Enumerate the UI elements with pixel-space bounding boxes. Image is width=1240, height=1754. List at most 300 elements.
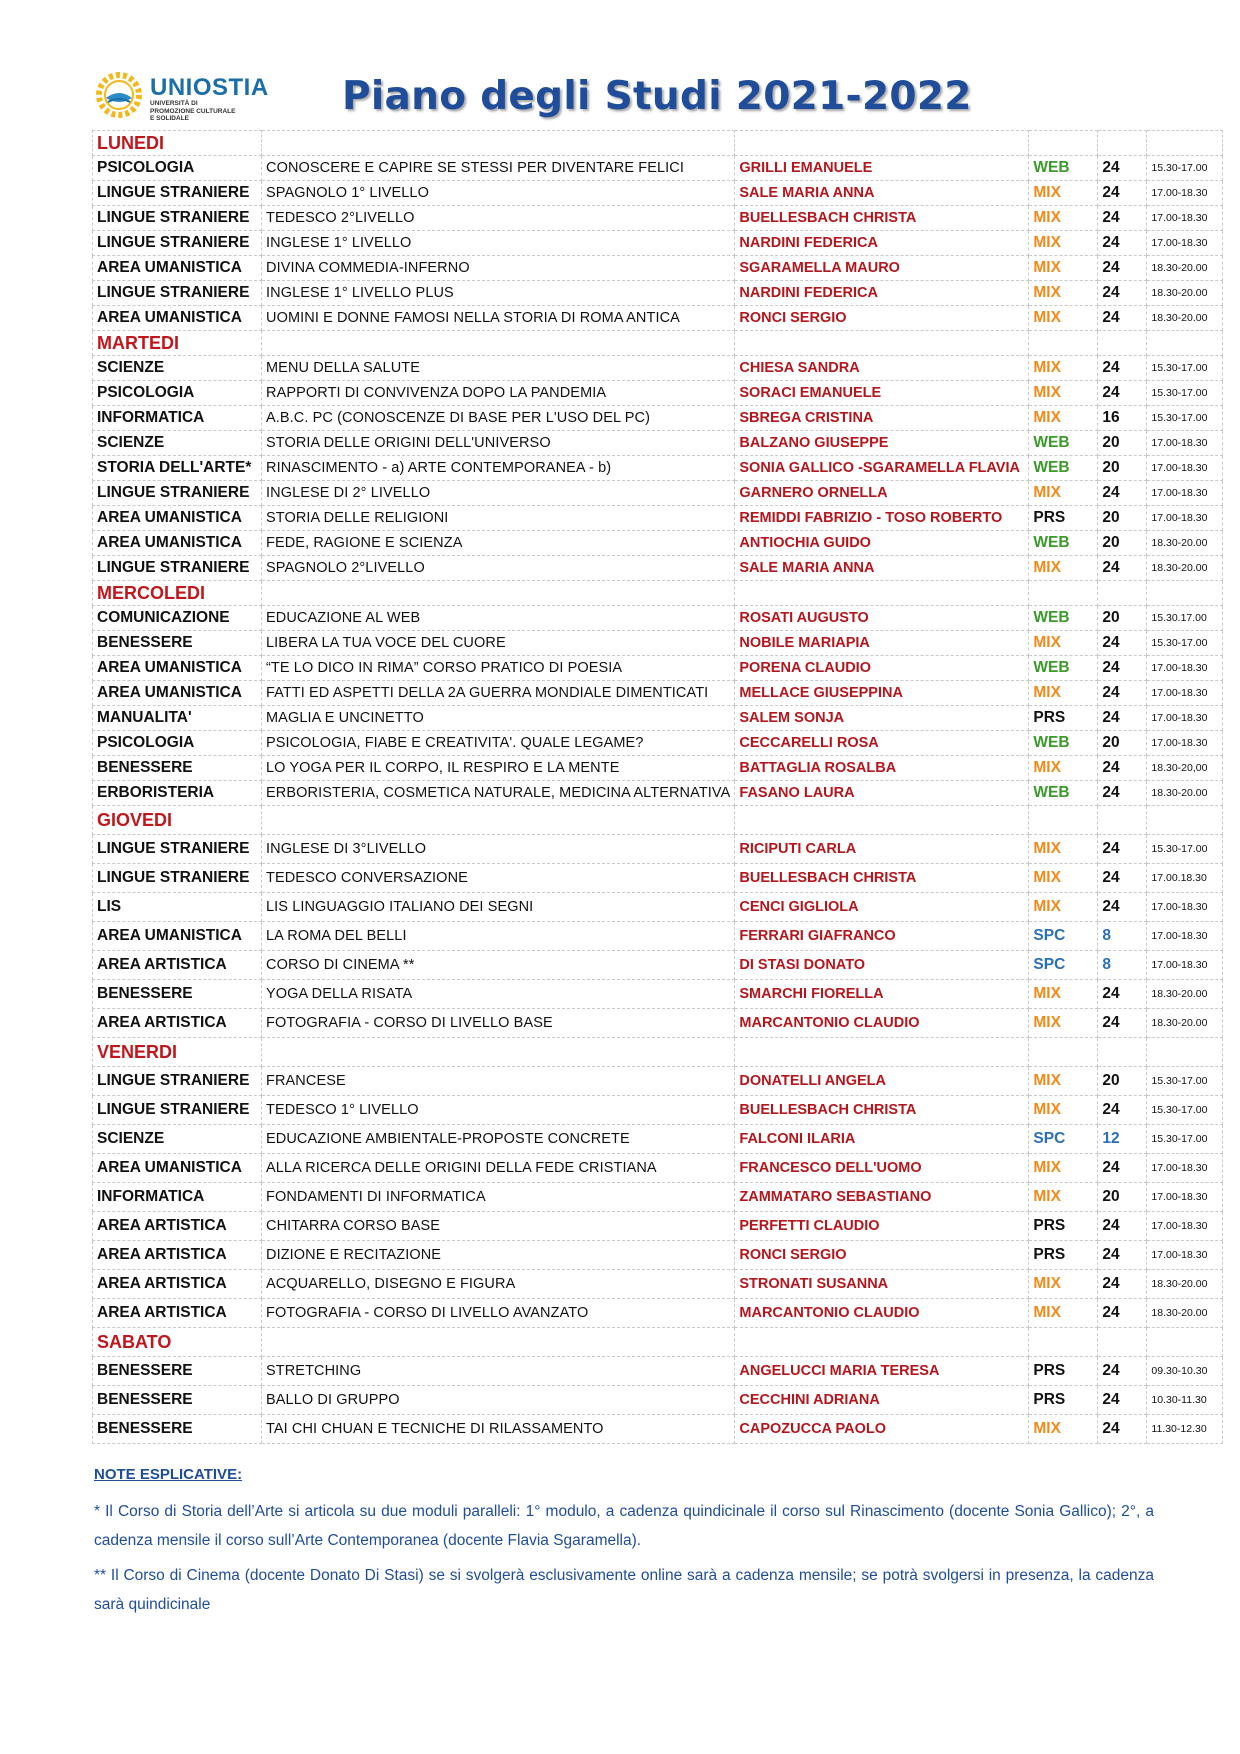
course-cell: INGLESE DI 2° LIVELLO bbox=[262, 481, 735, 506]
teacher-cell: BATTAGLIA ROSALBA bbox=[735, 756, 1029, 781]
table-row bbox=[93, 531, 1223, 556]
table-row bbox=[93, 1299, 1223, 1328]
hours-cell: 24 bbox=[1098, 1415, 1147, 1444]
hours-cell: 24 bbox=[1098, 631, 1147, 656]
hours-cell: 24 bbox=[1098, 1096, 1147, 1125]
hours-cell: 20 bbox=[1098, 506, 1147, 531]
time-cell: 15.30-17.00 bbox=[1147, 1067, 1223, 1096]
empty-cell bbox=[1098, 1328, 1147, 1357]
mode-cell: WEB bbox=[1029, 456, 1098, 481]
empty-cell bbox=[735, 581, 1029, 606]
table-row bbox=[93, 306, 1223, 331]
hours-cell: 8 bbox=[1098, 922, 1147, 951]
teacher-cell: REMIDDI FABRIZIO - TOSO ROBERTO bbox=[735, 506, 1029, 531]
course-cell: INGLESE 1° LIVELLO PLUS bbox=[262, 281, 735, 306]
course-cell: LA ROMA DEL BELLI bbox=[262, 922, 735, 951]
hours-cell: 24 bbox=[1098, 306, 1147, 331]
course-cell: FOTOGRAFIA - CORSO DI LIVELLO AVANZATO bbox=[262, 1299, 735, 1328]
course-cell: ACQUARELLO, DISEGNO E FIGURA bbox=[262, 1270, 735, 1299]
table-row bbox=[93, 381, 1223, 406]
teacher-cell: PERFETTI CLAUDIO bbox=[735, 1212, 1029, 1241]
notes-section bbox=[94, 1466, 1154, 1625]
area-cell: LINGUE STRANIERE bbox=[93, 231, 262, 256]
table-row bbox=[93, 731, 1223, 756]
teacher-cell: CAPOZUCCA PAOLO bbox=[735, 1415, 1029, 1444]
table-row bbox=[93, 1096, 1223, 1125]
hours-cell: 24 bbox=[1098, 864, 1147, 893]
area-cell: AREA UMANISTICA bbox=[93, 922, 262, 951]
time-cell: 18.30-20.00 bbox=[1147, 781, 1223, 806]
teacher-cell: MARCANTONIO CLAUDIO bbox=[735, 1009, 1029, 1038]
table-row bbox=[93, 1386, 1223, 1415]
page-title: Piano degli Studi 2021-2022 bbox=[342, 74, 972, 119]
hours-cell: 24 bbox=[1098, 156, 1147, 181]
teacher-cell: RONCI SERGIO bbox=[735, 306, 1029, 331]
teacher-cell: FASANO LAURA bbox=[735, 781, 1029, 806]
time-cell: 17.00-18.30 bbox=[1147, 706, 1223, 731]
course-cell: UOMINI E DONNE FAMOSI NELLA STORIA DI ROMA ANTICA bbox=[262, 306, 735, 331]
table-row bbox=[93, 231, 1223, 256]
time-cell: 17.00-18.30 bbox=[1147, 1183, 1223, 1212]
mode-cell: WEB bbox=[1029, 656, 1098, 681]
teacher-cell: SALE MARIA ANNA bbox=[735, 181, 1029, 206]
area-cell: AREA UMANISTICA bbox=[93, 306, 262, 331]
area-cell: BENESSERE bbox=[93, 756, 262, 781]
empty-cell bbox=[262, 131, 735, 156]
hours-cell: 20 bbox=[1098, 1183, 1147, 1212]
course-cell: MAGLIA E UNCINETTO bbox=[262, 706, 735, 731]
time-cell: 18.30-20.00 bbox=[1147, 556, 1223, 581]
hours-cell: 24 bbox=[1098, 1270, 1147, 1299]
mode-cell: WEB bbox=[1029, 156, 1098, 181]
table-row bbox=[93, 606, 1223, 631]
table-row bbox=[93, 256, 1223, 281]
mode-cell: MIX bbox=[1029, 631, 1098, 656]
course-cell: INGLESE DI 3°LIVELLO bbox=[262, 835, 735, 864]
hours-cell: 24 bbox=[1098, 1386, 1147, 1415]
teacher-cell: BUELLESBACH CHRISTA bbox=[735, 206, 1029, 231]
area-cell: BENESSERE bbox=[93, 980, 262, 1009]
time-cell: 18.30-20.00 bbox=[1147, 1299, 1223, 1328]
mode-cell: PRS bbox=[1029, 1212, 1098, 1241]
area-cell: STORIA DELL'ARTE* bbox=[93, 456, 262, 481]
mode-cell: MIX bbox=[1029, 206, 1098, 231]
area-cell: SCIENZE bbox=[93, 1125, 262, 1154]
area-cell: PSICOLOGIA bbox=[93, 731, 262, 756]
mode-cell: MIX bbox=[1029, 1415, 1098, 1444]
mode-cell: MIX bbox=[1029, 1154, 1098, 1183]
day-label: MERCOLEDI bbox=[93, 581, 262, 606]
course-cell: LIBERA LA TUA VOCE DEL CUORE bbox=[262, 631, 735, 656]
mode-cell: WEB bbox=[1029, 781, 1098, 806]
teacher-cell: SONIA GALLICO -SGARAMELLA FLAVIA bbox=[735, 456, 1029, 481]
notes-title: NOTE ESPLICATIVE: bbox=[94, 1466, 243, 1483]
hours-cell: 20 bbox=[1098, 731, 1147, 756]
teacher-cell: BALZANO GIUSEPPE bbox=[735, 431, 1029, 456]
empty-cell bbox=[1029, 131, 1098, 156]
table-row bbox=[93, 864, 1223, 893]
time-cell: 17.00-18.30 bbox=[1147, 893, 1223, 922]
time-cell: 17.00-18.30 bbox=[1147, 206, 1223, 231]
empty-cell bbox=[735, 1328, 1029, 1357]
teacher-cell: CHIESA SANDRA bbox=[735, 356, 1029, 381]
teacher-cell: PORENA CLAUDIO bbox=[735, 656, 1029, 681]
table-row bbox=[93, 756, 1223, 781]
empty-cell bbox=[735, 1038, 1029, 1067]
teacher-cell: ROSATI AUGUSTO bbox=[735, 606, 1029, 631]
mode-cell: MIX bbox=[1029, 256, 1098, 281]
teacher-cell: ANGELUCCI MARIA TERESA bbox=[735, 1357, 1029, 1386]
empty-cell bbox=[262, 581, 735, 606]
mode-cell: SPC bbox=[1029, 951, 1098, 980]
area-cell: LIS bbox=[93, 893, 262, 922]
teacher-cell: SGARAMELLA MAURO bbox=[735, 256, 1029, 281]
time-cell: 15.30-17.00 bbox=[1147, 1125, 1223, 1154]
course-cell: ERBORISTERIA, COSMETICA NATURALE, MEDICINA ALTERNATIVA bbox=[262, 781, 735, 806]
hours-cell: 20 bbox=[1098, 531, 1147, 556]
time-cell: 11.30-12.30 bbox=[1147, 1415, 1223, 1444]
empty-cell bbox=[1098, 131, 1147, 156]
area-cell: AREA UMANISTICA bbox=[93, 656, 262, 681]
area-cell: AREA ARTISTICA bbox=[93, 1299, 262, 1328]
mode-cell: PRS bbox=[1029, 506, 1098, 531]
area-cell: AREA ARTISTICA bbox=[93, 1241, 262, 1270]
empty-cell bbox=[262, 1038, 735, 1067]
area-cell: SCIENZE bbox=[93, 431, 262, 456]
area-cell: ERBORISTERIA bbox=[93, 781, 262, 806]
mode-cell: MIX bbox=[1029, 1183, 1098, 1212]
time-cell: 15.30-17.00 bbox=[1147, 631, 1223, 656]
mode-cell: MIX bbox=[1029, 681, 1098, 706]
day-header-row bbox=[93, 581, 1223, 606]
day-header-row bbox=[93, 806, 1223, 835]
empty-cell bbox=[1147, 1038, 1223, 1067]
area-cell: LINGUE STRANIERE bbox=[93, 556, 262, 581]
teacher-cell: NARDINI FEDERICA bbox=[735, 231, 1029, 256]
teacher-cell: MELLACE GIUSEPPINA bbox=[735, 681, 1029, 706]
mode-cell: MIX bbox=[1029, 756, 1098, 781]
teacher-cell: FRANCESCO DELL'UOMO bbox=[735, 1154, 1029, 1183]
teacher-cell: DONATELLI ANGELA bbox=[735, 1067, 1029, 1096]
day-header-row bbox=[93, 131, 1223, 156]
time-cell: 17.00-18.30 bbox=[1147, 456, 1223, 481]
table-row bbox=[93, 481, 1223, 506]
hours-cell: 24 bbox=[1098, 893, 1147, 922]
hours-cell: 24 bbox=[1098, 781, 1147, 806]
mode-cell: MIX bbox=[1029, 281, 1098, 306]
mode-cell: MIX bbox=[1029, 306, 1098, 331]
day-header-row bbox=[93, 331, 1223, 356]
time-cell: 09.30-10.30 bbox=[1147, 1357, 1223, 1386]
empty-cell bbox=[1147, 581, 1223, 606]
mode-cell: PRS bbox=[1029, 1386, 1098, 1415]
time-cell: 18.30-20.00 bbox=[1147, 1009, 1223, 1038]
teacher-cell: CENCI GIGLIOLA bbox=[735, 893, 1029, 922]
teacher-cell: ANTIOCHIA GUIDO bbox=[735, 531, 1029, 556]
hours-cell: 24 bbox=[1098, 1009, 1147, 1038]
course-cell: TEDESCO 2°LIVELLO bbox=[262, 206, 735, 231]
teacher-cell: BUELLESBACH CHRISTA bbox=[735, 864, 1029, 893]
course-cell: DIZIONE E RECITAZIONE bbox=[262, 1241, 735, 1270]
table-row bbox=[93, 951, 1223, 980]
course-cell: STRETCHING bbox=[262, 1357, 735, 1386]
mode-cell: MIX bbox=[1029, 556, 1098, 581]
mode-cell: MIX bbox=[1029, 1270, 1098, 1299]
mode-cell: MIX bbox=[1029, 980, 1098, 1009]
hours-cell: 24 bbox=[1098, 206, 1147, 231]
day-header-row bbox=[93, 1328, 1223, 1357]
teacher-cell: FERRARI GIAFRANCO bbox=[735, 922, 1029, 951]
course-cell: FEDE, RAGIONE E SCIENZA bbox=[262, 531, 735, 556]
empty-cell bbox=[1029, 806, 1098, 835]
mode-cell: SPC bbox=[1029, 922, 1098, 951]
table-row bbox=[93, 206, 1223, 231]
course-cell: RAPPORTI DI CONVIVENZA DOPO LA PANDEMIA bbox=[262, 381, 735, 406]
hours-cell: 24 bbox=[1098, 1357, 1147, 1386]
empty-cell bbox=[1147, 131, 1223, 156]
table-row bbox=[93, 1125, 1223, 1154]
course-cell: FONDAMENTI DI INFORMATICA bbox=[262, 1183, 735, 1212]
table-row bbox=[93, 556, 1223, 581]
area-cell: AREA ARTISTICA bbox=[93, 1009, 262, 1038]
hours-cell: 24 bbox=[1098, 756, 1147, 781]
course-cell: ALLA RICERCA DELLE ORIGINI DELLA FEDE CRISTIANA bbox=[262, 1154, 735, 1183]
area-cell: LINGUE STRANIERE bbox=[93, 481, 262, 506]
teacher-cell: FALCONI ILARIA bbox=[735, 1125, 1029, 1154]
area-cell: LINGUE STRANIERE bbox=[93, 1096, 262, 1125]
teacher-cell: RICIPUTI CARLA bbox=[735, 835, 1029, 864]
hours-cell: 24 bbox=[1098, 481, 1147, 506]
day-label: MARTEDI bbox=[93, 331, 262, 356]
table-row bbox=[93, 1357, 1223, 1386]
empty-cell bbox=[262, 806, 735, 835]
teacher-cell: BUELLESBACH CHRISTA bbox=[735, 1096, 1029, 1125]
area-cell: AREA UMANISTICA bbox=[93, 1154, 262, 1183]
hours-cell: 24 bbox=[1098, 656, 1147, 681]
empty-cell bbox=[1098, 806, 1147, 835]
area-cell: AREA ARTISTICA bbox=[93, 1212, 262, 1241]
area-cell: LINGUE STRANIERE bbox=[93, 864, 262, 893]
course-cell: SPAGNOLO 2°LIVELLO bbox=[262, 556, 735, 581]
area-cell: LINGUE STRANIERE bbox=[93, 206, 262, 231]
empty-cell bbox=[735, 131, 1029, 156]
teacher-cell: RONCI SERGIO bbox=[735, 1241, 1029, 1270]
course-cell: DIVINA COMMEDIA-INFERNO bbox=[262, 256, 735, 281]
area-cell: PSICOLOGIA bbox=[93, 156, 262, 181]
area-cell: BENESSERE bbox=[93, 631, 262, 656]
table-row bbox=[93, 1270, 1223, 1299]
course-cell: FRANCESE bbox=[262, 1067, 735, 1096]
empty-cell bbox=[1029, 331, 1098, 356]
teacher-cell: STRONATI SUSANNA bbox=[735, 1270, 1029, 1299]
area-cell: LINGUE STRANIERE bbox=[93, 835, 262, 864]
day-label: LUNEDI bbox=[93, 131, 262, 156]
area-cell: AREA UMANISTICA bbox=[93, 531, 262, 556]
empty-cell bbox=[1029, 1038, 1098, 1067]
teacher-cell: DI STASI DONATO bbox=[735, 951, 1029, 980]
course-cell: STORIA DELLE RELIGIONI bbox=[262, 506, 735, 531]
course-cell: CONOSCERE E CAPIRE SE STESSI PER DIVENTARE FELICI bbox=[262, 156, 735, 181]
area-cell: AREA UMANISTICA bbox=[93, 681, 262, 706]
empty-cell bbox=[1147, 331, 1223, 356]
time-cell: 17.00.18.30 bbox=[1147, 864, 1223, 893]
course-cell: A.B.C. PC (CONOSCENZE DI BASE PER L'USO DEL PC) bbox=[262, 406, 735, 431]
table-row bbox=[93, 1212, 1223, 1241]
table-row bbox=[93, 1009, 1223, 1038]
hours-cell: 24 bbox=[1098, 231, 1147, 256]
area-cell: COMUNICAZIONE bbox=[93, 606, 262, 631]
note-item: * Il Corso di Storia dell’Arte si articola su due moduli paralleli: 1° modulo, a cadenza quindicinale il corso sul Rinascimento (docente Sonia Gallico); 2°, a cadenza mensile il corso sull’Arte Contemporanea (docente Flavia Sgaramella). bbox=[94, 1503, 1154, 1549]
hours-cell: 24 bbox=[1098, 681, 1147, 706]
mode-cell: MIX bbox=[1029, 1067, 1098, 1096]
teacher-cell: SALE MARIA ANNA bbox=[735, 556, 1029, 581]
teacher-cell: ZAMMATARO SEBASTIANO bbox=[735, 1183, 1029, 1212]
hours-cell: 24 bbox=[1098, 980, 1147, 1009]
hours-cell: 20 bbox=[1098, 456, 1147, 481]
table-row bbox=[93, 681, 1223, 706]
day-label: GIOVEDI bbox=[93, 806, 262, 835]
hours-cell: 24 bbox=[1098, 256, 1147, 281]
hours-cell: 12 bbox=[1098, 1125, 1147, 1154]
logo-subtitle: UNIVERSITÀ DI PROMOZIONE CULTURALE E SOLIDALE bbox=[150, 100, 236, 122]
time-cell: 18.30-20.00 bbox=[1147, 980, 1223, 1009]
table-row bbox=[93, 835, 1223, 864]
hours-cell: 24 bbox=[1098, 1212, 1147, 1241]
mode-cell: MIX bbox=[1029, 231, 1098, 256]
time-cell: 18.30-20.00 bbox=[1147, 256, 1223, 281]
empty-cell bbox=[1147, 1328, 1223, 1357]
area-cell: PSICOLOGIA bbox=[93, 381, 262, 406]
course-cell: PSICOLOGIA, FIABE E CREATIVITA'. QUALE LEGAME? bbox=[262, 731, 735, 756]
mode-cell: MIX bbox=[1029, 181, 1098, 206]
mode-cell: WEB bbox=[1029, 606, 1098, 631]
time-cell: 17.00-18.30 bbox=[1147, 181, 1223, 206]
hours-cell: 24 bbox=[1098, 706, 1147, 731]
course-cell: YOGA DELLA RISATA bbox=[262, 980, 735, 1009]
empty-cell bbox=[1098, 581, 1147, 606]
course-cell: TEDESCO 1° LIVELLO bbox=[262, 1096, 735, 1125]
course-cell: MENU DELLA SALUTE bbox=[262, 356, 735, 381]
table-row bbox=[93, 1415, 1223, 1444]
time-cell: 17.00-18.30 bbox=[1147, 431, 1223, 456]
table-row bbox=[93, 281, 1223, 306]
time-cell: 17.00-18.30 bbox=[1147, 656, 1223, 681]
table-row bbox=[93, 506, 1223, 531]
empty-cell bbox=[735, 331, 1029, 356]
day-label: SABATO bbox=[93, 1328, 262, 1357]
table-row bbox=[93, 980, 1223, 1009]
time-cell: 17.00-18.30 bbox=[1147, 506, 1223, 531]
time-cell: 15.30-17.00 bbox=[1147, 1096, 1223, 1125]
time-cell: 17.00-18.30 bbox=[1147, 1154, 1223, 1183]
teacher-cell: MARCANTONIO CLAUDIO bbox=[735, 1299, 1029, 1328]
logo-name: UNIOSTIA bbox=[150, 74, 269, 101]
table-row bbox=[93, 1183, 1223, 1212]
mode-cell: MIX bbox=[1029, 835, 1098, 864]
course-cell: LO YOGA PER IL CORPO, IL RESPIRO E LA MENTE bbox=[262, 756, 735, 781]
time-cell: 17.00-18.30 bbox=[1147, 951, 1223, 980]
empty-cell bbox=[262, 331, 735, 356]
mode-cell: MIX bbox=[1029, 1096, 1098, 1125]
time-cell: 15.30-17.00 bbox=[1147, 356, 1223, 381]
teacher-cell: NARDINI FEDERICA bbox=[735, 281, 1029, 306]
mode-cell: WEB bbox=[1029, 531, 1098, 556]
course-cell: SPAGNOLO 1° LIVELLO bbox=[262, 181, 735, 206]
table-row bbox=[93, 631, 1223, 656]
course-cell: FOTOGRAFIA - CORSO DI LIVELLO BASE bbox=[262, 1009, 735, 1038]
mode-cell: MIX bbox=[1029, 356, 1098, 381]
table-row bbox=[93, 1154, 1223, 1183]
table-row bbox=[93, 356, 1223, 381]
course-cell: STORIA DELLE ORIGINI DELL'UNIVERSO bbox=[262, 431, 735, 456]
area-cell: AREA ARTISTICA bbox=[93, 1270, 262, 1299]
teacher-cell: SORACI EMANUELE bbox=[735, 381, 1029, 406]
table-row bbox=[93, 156, 1223, 181]
course-cell: BALLO DI GRUPPO bbox=[262, 1386, 735, 1415]
empty-cell bbox=[262, 1328, 735, 1357]
table-row bbox=[93, 781, 1223, 806]
area-cell: AREA UMANISTICA bbox=[93, 256, 262, 281]
area-cell: INFORMATICA bbox=[93, 406, 262, 431]
hours-cell: 24 bbox=[1098, 381, 1147, 406]
time-cell: 17.00-18.30 bbox=[1147, 481, 1223, 506]
course-cell: INGLESE 1° LIVELLO bbox=[262, 231, 735, 256]
table-row bbox=[93, 181, 1223, 206]
area-cell: BENESSERE bbox=[93, 1357, 262, 1386]
time-cell: 18.30-20.00 bbox=[1147, 531, 1223, 556]
empty-cell bbox=[735, 806, 1029, 835]
course-cell: RINASCIMENTO - a) ARTE CONTEMPORANEA - b) bbox=[262, 456, 735, 481]
time-cell: 10.30-11.30 bbox=[1147, 1386, 1223, 1415]
teacher-cell: SALEM SONJA bbox=[735, 706, 1029, 731]
empty-cell bbox=[1147, 806, 1223, 835]
teacher-cell: CECCHINI ADRIANA bbox=[735, 1386, 1029, 1415]
teacher-cell: SMARCHI FIORELLA bbox=[735, 980, 1029, 1009]
mode-cell: WEB bbox=[1029, 431, 1098, 456]
table-row bbox=[93, 456, 1223, 481]
mode-cell: MIX bbox=[1029, 406, 1098, 431]
course-cell: FATTI ED ASPETTI DELLA 2A GUERRA MONDIALE DIMENTICATI bbox=[262, 681, 735, 706]
area-cell: INFORMATICA bbox=[93, 1183, 262, 1212]
course-cell: CORSO DI CINEMA ** bbox=[262, 951, 735, 980]
schedule-table bbox=[92, 130, 1223, 1444]
teacher-cell: GARNERO ORNELLA bbox=[735, 481, 1029, 506]
table-row bbox=[93, 1241, 1223, 1270]
area-cell: LINGUE STRANIERE bbox=[93, 1067, 262, 1096]
hours-cell: 20 bbox=[1098, 606, 1147, 631]
area-cell: BENESSERE bbox=[93, 1415, 262, 1444]
sun-logo-icon bbox=[92, 68, 146, 122]
time-cell: 17.00-18.30 bbox=[1147, 1241, 1223, 1270]
teacher-cell: GRILLI EMANUELE bbox=[735, 156, 1029, 181]
course-cell: EDUCAZIONE AMBIENTALE-PROPOSTE CONCRETE bbox=[262, 1125, 735, 1154]
empty-cell bbox=[1098, 331, 1147, 356]
day-label: VENERDI bbox=[93, 1038, 262, 1067]
area-cell: BENESSERE bbox=[93, 1386, 262, 1415]
area-cell: LINGUE STRANIERE bbox=[93, 281, 262, 306]
mode-cell: PRS bbox=[1029, 706, 1098, 731]
page-header bbox=[92, 62, 1172, 132]
hours-cell: 24 bbox=[1098, 356, 1147, 381]
empty-cell bbox=[1098, 1038, 1147, 1067]
hours-cell: 24 bbox=[1098, 1299, 1147, 1328]
mode-cell: MIX bbox=[1029, 1009, 1098, 1038]
teacher-cell: SBREGA CRISTINA bbox=[735, 406, 1029, 431]
hours-cell: 24 bbox=[1098, 281, 1147, 306]
time-cell: 15.30-17.00 bbox=[1147, 156, 1223, 181]
time-cell: 18.30-20.00 bbox=[1147, 306, 1223, 331]
course-cell: LIS LINGUAGGIO ITALIANO DEI SEGNI bbox=[262, 893, 735, 922]
